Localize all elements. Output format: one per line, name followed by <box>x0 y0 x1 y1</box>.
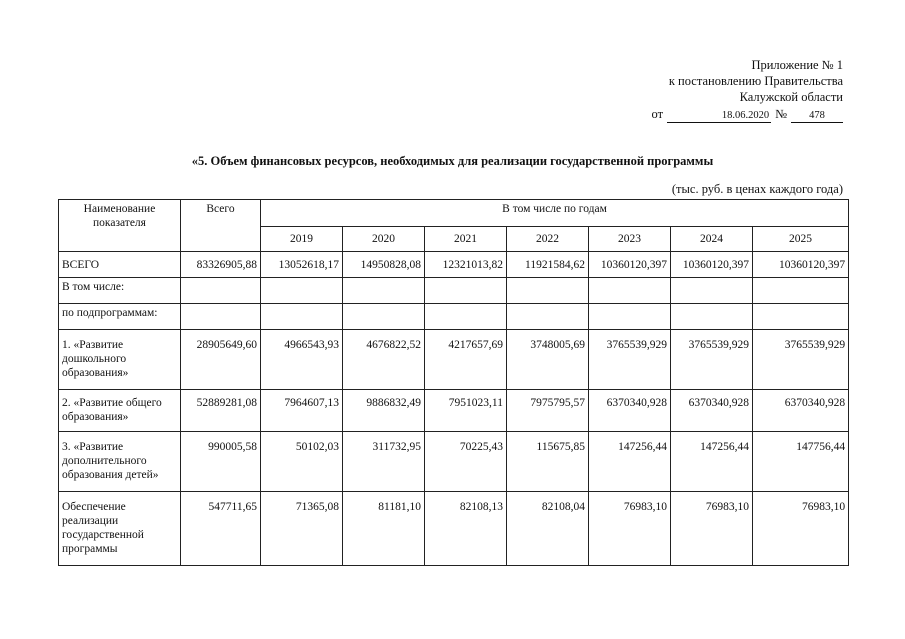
row-value: 3765539,929 <box>753 330 849 390</box>
header-row-1 <box>59 200 849 227</box>
units-note: (тыс. руб. в ценах каждого года) <box>671 182 843 196</box>
table-row-additional <box>59 432 849 492</box>
row-value <box>261 304 343 330</box>
row-value: 4217657,69 <box>425 330 507 390</box>
row-name: ВСЕГО <box>59 252 181 278</box>
row-total: 83326905,88 <box>181 252 261 278</box>
header-year: 2023 <box>589 227 671 252</box>
row-total: 28905649,60 <box>181 330 261 390</box>
row-value <box>753 278 849 304</box>
row-value: 311732,95 <box>343 432 425 492</box>
table-row-by-subprograms <box>59 304 849 330</box>
row-value <box>507 304 589 330</box>
row-value <box>343 304 425 330</box>
row-total <box>181 278 261 304</box>
row-value: 82108,13 <box>425 492 507 566</box>
row-value: 50102,03 <box>261 432 343 492</box>
table-row-total <box>59 252 849 278</box>
row-value <box>343 278 425 304</box>
row-name: Обеспечение реализации государственной программы <box>59 492 181 566</box>
row-value <box>425 278 507 304</box>
table-row-general <box>59 390 849 432</box>
row-value: 81181,10 <box>343 492 425 566</box>
row-value <box>671 304 753 330</box>
table-row-including <box>59 278 849 304</box>
header-year: 2021 <box>425 227 507 252</box>
row-value: 3748005,69 <box>507 330 589 390</box>
header-year: 2024 <box>671 227 753 252</box>
row-value: 14950828,08 <box>343 252 425 278</box>
row-name: 2. «Развитие общего образования» <box>59 390 181 432</box>
resolution-number: 478 <box>791 110 843 123</box>
appendix-title: Приложение № 1 <box>751 58 843 72</box>
row-total: 547711,65 <box>181 492 261 566</box>
row-value: 10360120,397 <box>589 252 671 278</box>
row-name: В том числе: <box>59 278 181 304</box>
row-total: 990005,58 <box>181 432 261 492</box>
appendix-resolution: к постановлению Правительства <box>668 74 843 88</box>
appendix-date-line <box>563 106 843 123</box>
appendix-block <box>563 57 843 123</box>
row-value: 147256,44 <box>589 432 671 492</box>
table-row-program-support <box>59 492 849 566</box>
row-value <box>261 278 343 304</box>
row-name: по подпрограммам: <box>59 304 181 330</box>
row-value <box>671 278 753 304</box>
row-name: 1. «Развитие дошкольного образования» <box>59 330 181 390</box>
row-value: 6370340,928 <box>671 390 753 432</box>
row-value: 7951023,11 <box>425 390 507 432</box>
row-value: 147756,44 <box>753 432 849 492</box>
header-year: 2022 <box>507 227 589 252</box>
financial-table <box>58 199 849 566</box>
row-value: 7975795,57 <box>507 390 589 432</box>
row-value: 82108,04 <box>507 492 589 566</box>
row-value: 6370340,928 <box>589 390 671 432</box>
row-value: 10360120,397 <box>753 252 849 278</box>
row-value <box>425 304 507 330</box>
row-value: 71365,08 <box>261 492 343 566</box>
header-year: 2025 <box>753 227 849 252</box>
header-name: Наименование показателя <box>59 200 181 252</box>
row-value: 4676822,52 <box>343 330 425 390</box>
row-name: 3. «Развитие дополнительного образования детей» <box>59 432 181 492</box>
row-value: 147256,44 <box>671 432 753 492</box>
row-value: 115675,85 <box>507 432 589 492</box>
row-value: 6370340,928 <box>753 390 849 432</box>
number-label: № <box>775 107 787 121</box>
row-value: 76983,10 <box>589 492 671 566</box>
row-value: 3765539,929 <box>589 330 671 390</box>
row-value <box>589 278 671 304</box>
row-value: 12321013,82 <box>425 252 507 278</box>
row-value: 76983,10 <box>671 492 753 566</box>
resolution-date: 18.06.2020 <box>667 110 771 123</box>
table-row-preschool <box>59 330 849 390</box>
header-years-group: В том числе по годам <box>261 200 849 227</box>
row-value: 4966543,93 <box>261 330 343 390</box>
row-value: 11921584,62 <box>507 252 589 278</box>
header-year: 2019 <box>261 227 343 252</box>
document-title: «5. Объем финансовых ресурсов, необходимых для реализации государственной программы <box>191 154 714 168</box>
header-total: Всего <box>181 200 261 252</box>
row-value: 70225,43 <box>425 432 507 492</box>
row-value <box>753 304 849 330</box>
row-total <box>181 304 261 330</box>
row-value: 9886832,49 <box>343 390 425 432</box>
row-value: 76983,10 <box>753 492 849 566</box>
row-value: 13052618,17 <box>261 252 343 278</box>
row-value: 3765539,929 <box>671 330 753 390</box>
row-total: 52889281,08 <box>181 390 261 432</box>
from-label: от <box>651 107 664 121</box>
row-value <box>507 278 589 304</box>
row-value: 7964607,13 <box>261 390 343 432</box>
appendix-region: Калужской области <box>739 90 843 104</box>
header-year: 2020 <box>343 227 425 252</box>
row-value <box>589 304 671 330</box>
row-value: 10360120,397 <box>671 252 753 278</box>
